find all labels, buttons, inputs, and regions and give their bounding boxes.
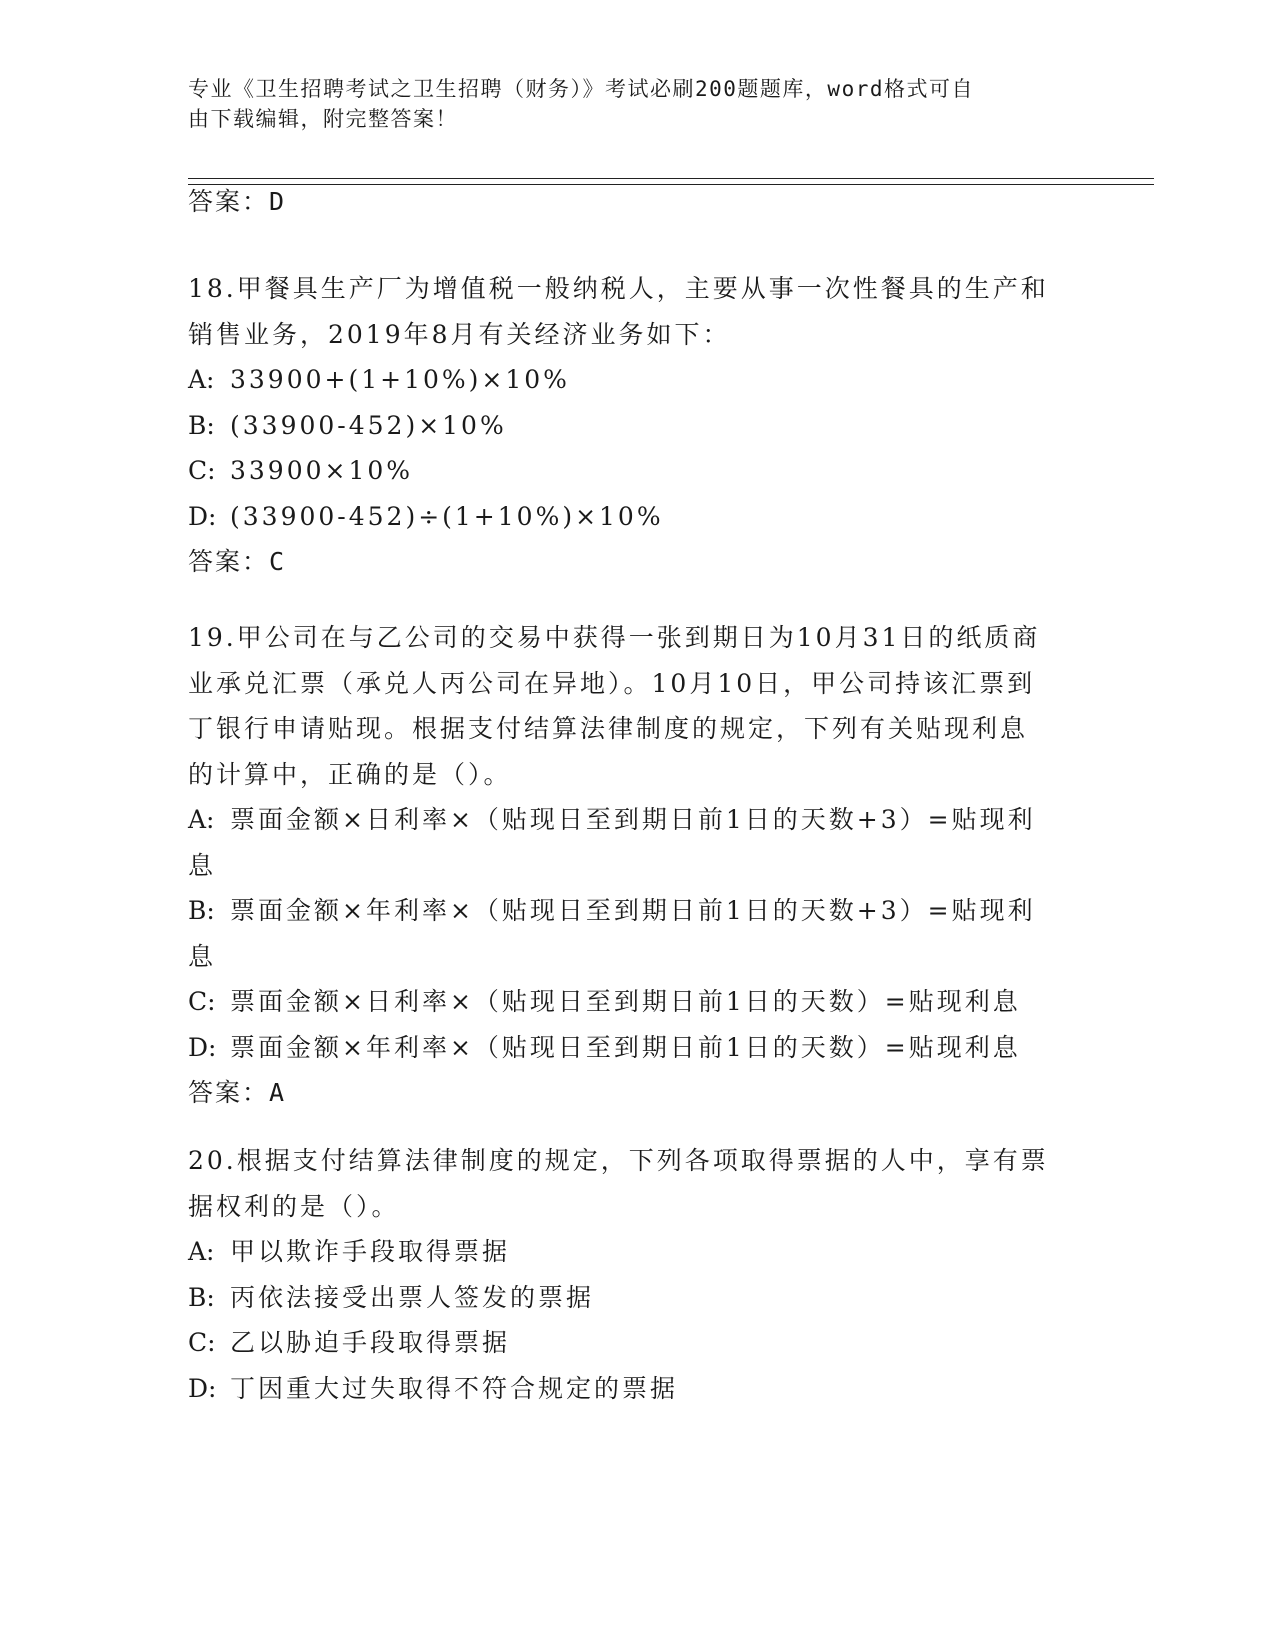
answer-label: 答案： bbox=[188, 1078, 270, 1107]
question-18 bbox=[188, 266, 1088, 585]
option-letter: C: bbox=[188, 1328, 216, 1357]
question-stem-line: 18.甲餐具生产厂为增值税一般纳税人，主要从事一次性餐具的生产和 bbox=[188, 274, 1049, 303]
option-text: 票面金额×年利率×（贴现日至到期日前1日的天数）=贴现利息 bbox=[230, 1032, 1021, 1062]
option-text: (33900-452)×10% bbox=[230, 410, 507, 440]
question-stem-line: 业承兑汇票（承兑人丙公司在异地）。10月10日，甲公司持该汇票到 bbox=[188, 668, 1036, 698]
question-20 bbox=[188, 1138, 1088, 1411]
question-stem-line: 的计算中，正确的是（）。 bbox=[188, 759, 512, 789]
answer-value: A bbox=[269, 1078, 287, 1107]
option-a-continuation: 息 bbox=[188, 850, 217, 880]
option-text: 乙以胁迫手段取得票据 bbox=[230, 1328, 511, 1357]
answer-value: C bbox=[269, 547, 287, 576]
option-b bbox=[188, 888, 1088, 934]
previous-answer-block bbox=[188, 179, 1088, 225]
option-letter: D: bbox=[188, 501, 217, 531]
option-text: 票面金额×日利率×（贴现日至到期日前1日的天数+3）=贴现利 bbox=[230, 805, 1036, 834]
option-a bbox=[188, 357, 1088, 403]
option-b-continuation: 息 bbox=[188, 941, 217, 971]
question-stem-line: 19.甲公司在与乙公司的交易中获得一张到期日为10月31日的纸质商 bbox=[188, 623, 1041, 652]
option-c bbox=[188, 1320, 1088, 1366]
option-letter: C: bbox=[188, 987, 216, 1016]
answer-value: D bbox=[269, 187, 287, 216]
option-letter: A: bbox=[188, 1237, 215, 1266]
option-b bbox=[188, 1275, 1088, 1321]
answer-line bbox=[188, 1070, 1088, 1116]
page-header bbox=[188, 74, 1088, 134]
option-d bbox=[188, 1025, 1088, 1071]
option-text: (33900-452)÷(1+10%)×10% bbox=[230, 501, 664, 531]
option-letter: B: bbox=[188, 896, 215, 925]
option-c bbox=[188, 448, 1088, 494]
option-text: 票面金额×年利率×（贴现日至到期日前1日的天数+3）=贴现利 bbox=[230, 896, 1036, 925]
option-letter: C: bbox=[188, 456, 216, 485]
option-letter: B: bbox=[188, 410, 215, 440]
option-letter: D: bbox=[188, 1032, 217, 1062]
option-text: 33900×10% bbox=[230, 456, 414, 485]
option-text: 33900+(1+10%)×10% bbox=[230, 365, 570, 394]
option-letter: B: bbox=[188, 1282, 215, 1312]
question-19 bbox=[188, 615, 1088, 1116]
question-stem-line: 丁银行申请贴现。根据支付结算法律制度的规定，下列有关贴现利息 bbox=[188, 714, 1029, 743]
answer-line bbox=[188, 539, 1088, 585]
option-letter: A: bbox=[188, 365, 215, 394]
option-a bbox=[188, 797, 1088, 843]
question-stem-line: 20.根据支付结算法律制度的规定，下列各项取得票据的人中，享有票 bbox=[188, 1146, 1049, 1175]
question-stem-line: 据权利的是（）。 bbox=[188, 1191, 400, 1221]
header-line-2: 由下载编辑，附完整答案！ bbox=[188, 107, 458, 131]
option-text: 丙依法接受出票人签发的票据 bbox=[230, 1282, 595, 1312]
option-text: 丁因重大过失取得不符合规定的票据 bbox=[230, 1373, 679, 1403]
option-letter: A: bbox=[188, 805, 215, 834]
option-text: 甲以欺诈手段取得票据 bbox=[230, 1237, 511, 1266]
option-d bbox=[188, 1366, 1088, 1412]
answer-label: 答案： bbox=[188, 547, 270, 576]
option-letter: D: bbox=[188, 1373, 217, 1403]
answer-line bbox=[188, 179, 1088, 225]
option-c bbox=[188, 979, 1088, 1025]
answer-label: 答案： bbox=[188, 187, 270, 216]
question-stem-line: 销售业务，2019年8月有关经济业务如下： bbox=[188, 319, 731, 349]
header-line-1: 专业《卫生招聘考试之卫生招聘（财务）》考试必刷200题题库，word格式可自 bbox=[188, 77, 974, 101]
option-text: 票面金额×日利率×（贴现日至到期日前1日的天数）=贴现利息 bbox=[230, 987, 1021, 1016]
option-a bbox=[188, 1229, 1088, 1275]
option-b bbox=[188, 403, 1088, 449]
option-d bbox=[188, 494, 1088, 540]
